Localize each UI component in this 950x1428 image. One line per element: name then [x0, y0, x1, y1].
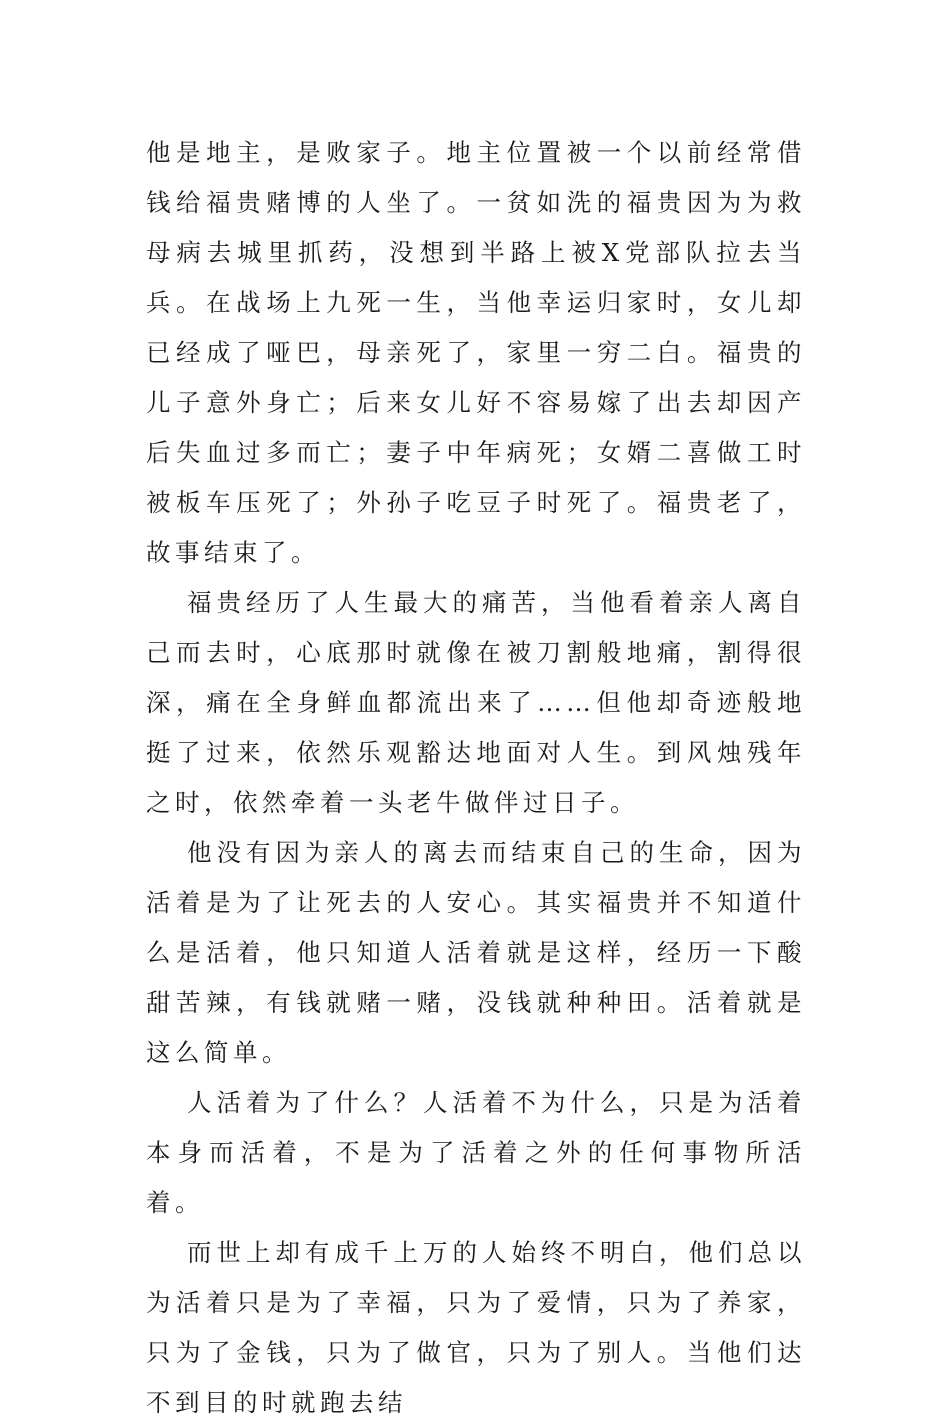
paragraph-1: 他是地主，是败家子。地主位置被一个以前经常借钱给福贵赌博的人坐了。一贫如洗的福贵因为为救母病去城里抓药，没想到半路上被X党部队拉去当兵。在战场上九死一生，当他幸运归家时，女儿却已经成了哑巴，母亲死了，家里一穷二白。福贵的儿子意外身亡；后来女儿好不容易嫁了出去却因产后失血过多而亡；妻子中年病死；女婿二喜做工时被板车压死了；外孙子吃豆子时死了。福贵老了，故事结束了。	[146, 138, 806, 567]
paragraph-4: 人活着为了什么？人活着不为什么，只是为活着本身而活着，不是为了活着之外的任何事物所活着。	[146, 1088, 806, 1217]
paragraph-3: 他没有因为亲人的离去而结束自己的生命，因为活着是为了让死去的人安心。其实福贵并不知道什么是活着，他只知道人活着就是这样，经历一下酸甜苦辣，有钱就赌一赌，没钱就种种田。活着就是这么简单。	[146, 838, 806, 1067]
paragraph-5: 而世上却有成千上万的人始终不明白，他们总以为活着只是为了幸福，只为了爱情，只为了养家，只为了金钱，只为了做官，只为了别人。当他们达不到目的时就跑去结	[146, 1238, 806, 1417]
paragraph-2: 福贵经历了人生最大的痛苦，当他看着亲人离自己而去时，心底那时就像在被刀割般地痛，割得很深，痛在全身鲜血都流出来了……但他却奇迹般地挺了过来，依然乐观豁达地面对人生。到风烛残年之时，依然牵着一头老牛做伴过日子。	[146, 588, 806, 817]
document-page	[146, 128, 806, 1428]
